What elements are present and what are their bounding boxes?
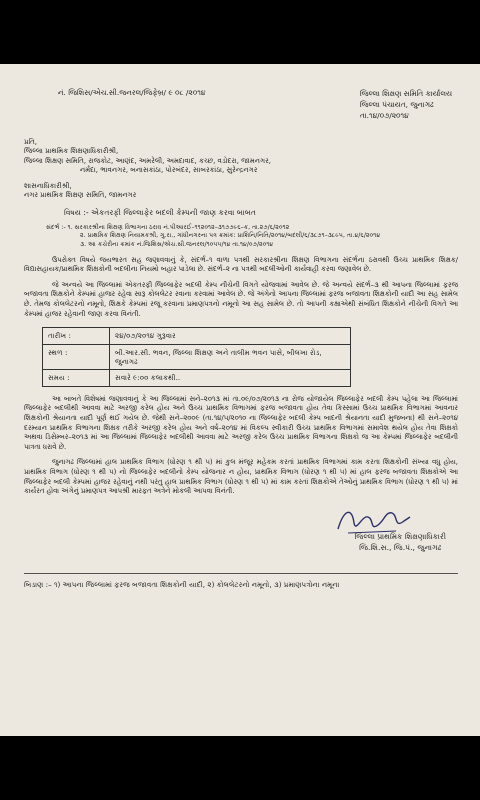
table-row bbox=[43, 328, 351, 344]
reference-number: નં. જિશિસ/એચ.સી.જનરલ/જિફેબ્ર/ ૯ ૦૮ /૨૦૧૪ bbox=[58, 88, 206, 97]
enclosures-line: બિડાણ :– ૧) આપના જિલ્લામાં ફરજ બજાવતા શિક્ષકોની યાદી, ૨) કોલલેટરનો નમૂનો, ૩) પ્રમાણપત્રોના નમૂના bbox=[24, 573, 458, 589]
paragraph-3: આ બાબતે વિશેષમાં જણાવવાનું કે આ જિલ્લામાં સને–૨૦૧૩ માં તા.૦૯/૦૭/૨૦૧૩ ના રોજ યોજાયેલ જિલ્લાફેર બદલી કેમ્પ પહેલા આ જિલ્લામાં જિલ્લાફેર બદલીથી આવવા માટે અરજી કરેલ હોય અને ઉચ્ચ પ્રાથમિક વિભાગમાં ફરજ બજાવતા હોય તેવા કિસ્સામાં ઉચ્ચ પ્રાથમિક વિભાગમાં આવનાર શિક્ષકોની શ્રેયાનતા યાદી પૂર્ણ થઈ ગયેલ છે. જેથી સને–૨૦૦૯ (તા.૧૪/૫/૨૦૧૦ ના જિલ્લાફેર બદલી કેમ્પ બાદની શ્રેયાનતા યાદી મુજબના) થી સને–૨૦૧૪ દરમ્યાન પ્રાથમિક વિભાગના શિક્ષક તરીકે અરજી કરેલ હોય અને વર્ષ–૨૦૧૪ માં વિકલ્પ સ્વીકારી ઉચ્ચ પ્રાથમિક વિભાગમાં સમાવેશ થયેલ હોય તેવા શિક્ષકો અથવા ડિસેમ્બર–૨૦૧૩ માં આ જિલ્લામાં જિલ્લાફેર બદલીથી આવવા માટે અરજી કરેલ ઉચ્ચ પ્રાથમિક વિભાગના શિક્ષકો જ આ કેમ્પમાં જિલ્લાફેર બદલીની પાત્રતા ધરાવે છે. bbox=[24, 394, 458, 451]
bottom-black-bar bbox=[0, 736, 480, 800]
reference-3: ૩. આ કચેરીના ક્રમાંક નં.જિશિસ/એચ.સી.જનરલ/૧૦૫૫/૧૪ તા.૧૪/૦૭/૨૦૧૪ bbox=[80, 241, 274, 249]
office-date: તા.૧૪/૦૭/૨૦૧૪ bbox=[359, 111, 409, 120]
signatory bbox=[355, 531, 447, 553]
subject-line: વિષય :- એકતરફી જિલ્લાફેર બદલી કેમ્પની જાણ કરવા બાબત bbox=[64, 208, 256, 218]
time-value: સવારે ૯:૦૦ કલાકથી.. bbox=[110, 370, 351, 386]
reference-2: ૨. પ્રાથમિક શિક્ષણ નિયામકશ્રી, ગુ.રા., ગાંધીનગરના પત્ર ક્રમાંક: પ્રાશિનિ/નિતિ/૨૦૧૪/બદલી/૬/૩૮૭૧–૩૮૯૫, તા.૪/૬/૨૦૧૪ bbox=[80, 232, 381, 240]
reference-1: સંદર્ભ :- ૧. સરકારશ્રીના શિક્ષણ વિભાગના ઠરાવ નં.પીઆરઈ–૧૧૨૦૧૨–૩૧૭૭૯૬–ક, તા.૨૭/૬/૨૦૧૨ bbox=[46, 223, 290, 231]
table-row bbox=[43, 370, 351, 386]
addressee-line-2: જિલ્લા શિક્ષણ સમિતિ, રાજકોટ, આણંદ, અમરેલી, અમદાવાદ, કચ્છ, વડોદરા, જામનગર, bbox=[24, 156, 271, 165]
table-row bbox=[43, 344, 351, 370]
date-label: તારીખ : bbox=[43, 328, 110, 344]
place-label: સ્થળ : bbox=[43, 344, 110, 370]
signature-block bbox=[24, 503, 458, 567]
signatory-title: જિલ્લા પ્રાથમિક શિક્ષણાધિકારી bbox=[354, 531, 446, 541]
camp-details-table bbox=[42, 327, 351, 387]
paragraph-1: ઉપરોક્ત વિષયે જયભારત સહ જણાવવાનું કે, સંદર્ભ–૧ વાળા પત્રથી સરકારશ્રીના શિક્ષણ વિભાગના સંદર્ભના ઠરાવથી ઉચ્ચ પ્રાથમિક શિક્ષક/વિદ્યાસહાયક/પ્રાથમિક શિક્ષકોની બદલીના નિયમો બહાર પાડેલા છે. સંદર્ભ–૨ ના પત્રથી બદલીઓની કાર્યવાહી કરવા જણાવેલ છે. bbox=[24, 255, 458, 274]
letter-header bbox=[24, 78, 458, 134]
addressee-line-4: શાસનાધિકારીશ્રી, bbox=[24, 181, 72, 190]
addressee-line-5: નગર પ્રાથમિક શિક્ષણ સમિતિ, જામનગર bbox=[24, 191, 137, 200]
time-label: સમય : bbox=[43, 370, 110, 386]
signatory-office: જિ.શિ.સ., જિ.પં., જુનાગઢ bbox=[359, 542, 442, 552]
top-black-bar bbox=[0, 0, 480, 64]
references-block bbox=[46, 224, 458, 250]
date-value: ૨૪/૦૭/૨૦૧૪ ગુરૂવાર bbox=[110, 328, 351, 344]
place-value: બી.આર.સી. ભવન, જિલ્લા શિક્ષણ અને તાલીમ ભવન પાસે, બીલખા રોડ, જુનાગઢ bbox=[110, 344, 351, 370]
letter-document bbox=[0, 64, 480, 736]
addressee-line-3: નર્મદા, ભાવનગર, બનાસકાંઠા, પોરબંદર, સાબરકાંઠા, સુરેન્દ્રનગર bbox=[80, 166, 258, 175]
office-address: જિલ્લા પંચાયત, જુનાગઢ bbox=[359, 100, 434, 109]
addressee-line-1: જિલ્લા પ્રાથમિક શિક્ષણાધિકારીશ્રી, bbox=[24, 147, 119, 156]
addressee-prati: પ્રતિ, bbox=[24, 138, 37, 146]
addressee-block bbox=[24, 138, 458, 200]
office-name: જિલ્લા શિક્ષણ સમિતિ કાર્યાલય bbox=[359, 89, 452, 98]
office-block bbox=[360, 88, 452, 121]
paragraph-2: જે અન્વયે આ જિલ્લામાં એકતરફી જિલ્લાફેર બદલી કેમ્પ નીચેની વિગતે યોજવામાં આવેલ છે. જે અન્વયે સંદર્ભ–૩ થી આપના જિલ્લામાં ફરજ બજાવતા શિક્ષકોને કેમ્પમાં હાજર રહેવા સારૂ કોલલેટર રવાના કરવામાં આવેલ છે. જે અંગેનો આપના જિલ્લામાં ફરજ બજાવતા શિક્ષકોની યાદી આ સહ સામેલ છે. તેમજ કોલલેટરનો નમૂનો, શિક્ષકે કેમ્પમાં રજૂ કરવાના પ્રમાણપત્રનો નમૂનો આ સહ સામેલ છે. તો આપની કક્ષાએથી સંબંધિત શિક્ષકોને નીચેની વિગતે આ કેમ્પમાં હાજર રહેવાની જાણ કરવા વિનંતી. bbox=[24, 280, 458, 318]
paragraph-4: જુનાગઢ જિલ્લામાં હાલ પ્રાથમિક વિભાગ (ધોરણ ૧ થી ૫) માં કુલ મંજૂર મહેકમ કરતાં પ્રાથમિક વિભાગમાં કામ કરતા શિક્ષકોની સંખ્યા વધુ હોય, પ્રાથમિક વિભાગ (ધોરણ ૧ થી ૫) નો જિલ્લાફેર બદલીનો કેમ્પ યોજનાર ન હોય, પ્રાથમિક વિભાગ (ધોરણ ૧ થી ૫) માં હાલ ફરજ બજાવતા શિક્ષકોએ આ જિલ્લાફેર બદલી કેમ્પમાં હાજર રહેવાનું નથી પરંતુ હાલ પ્રાથમિક વિભાગ (ધોરણ ૧ થી ૫) માં કામ કરતાં શિક્ષકોએ તેઓનું પ્રાથમિક વિભાગ (ધોરણ ૧ થી ૫) માં કાર્યરત હોવા અંગેનું પ્રમાણપત્ર આપશ્રી મારફત અત્રેને મોકલી આપવા વિનંતી. bbox=[24, 458, 458, 496]
